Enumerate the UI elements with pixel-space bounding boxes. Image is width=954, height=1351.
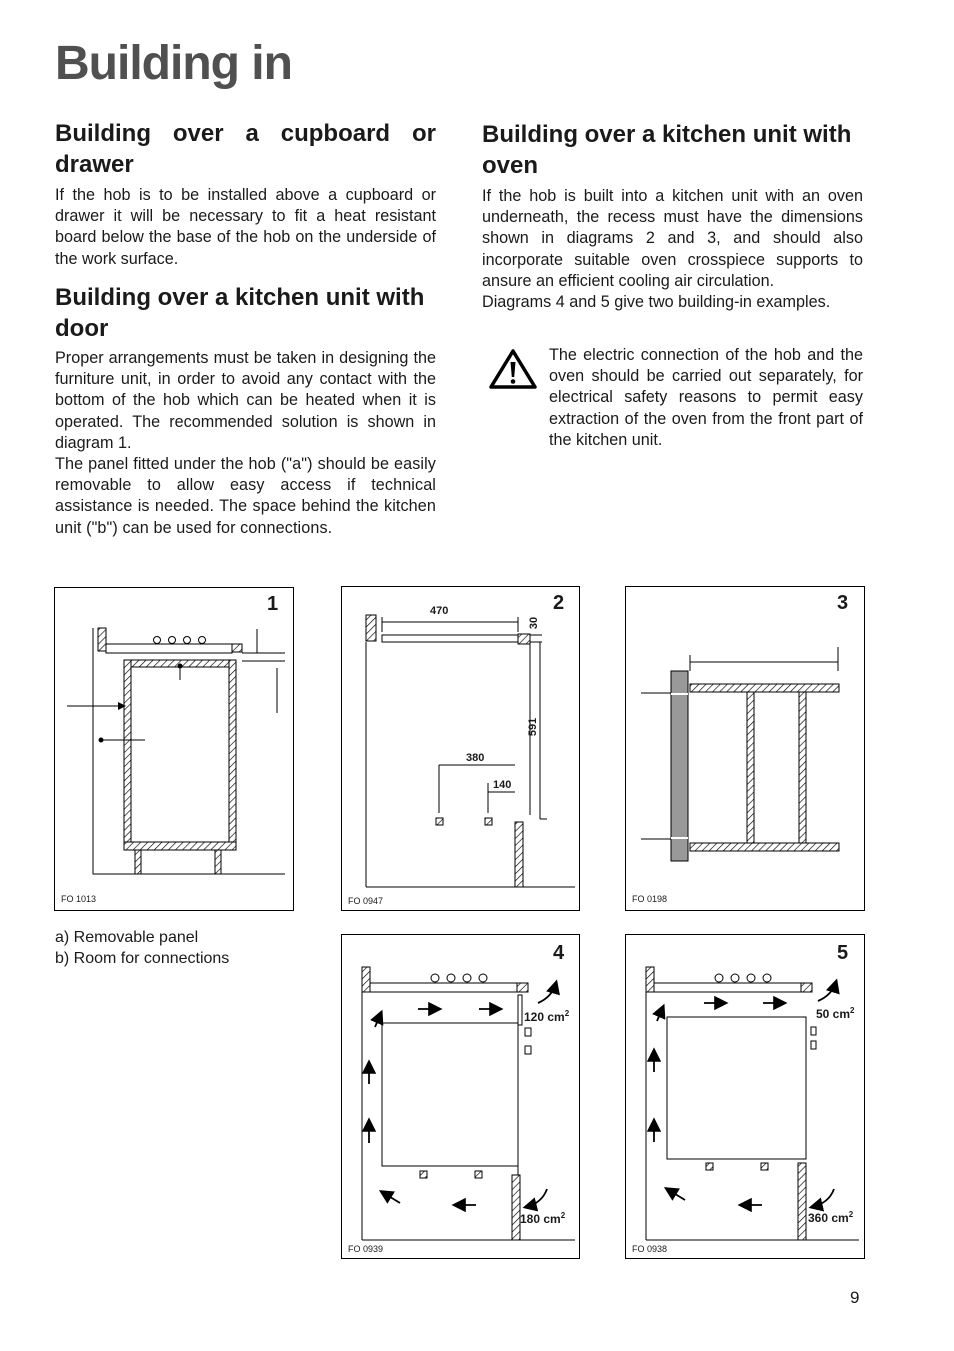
figure-1-legend <box>55 927 229 969</box>
figure-3-number: 3 <box>837 592 849 614</box>
legend-item-b: b) Room for connections <box>55 950 230 967</box>
legend-item-a: a) Removable panel <box>55 929 199 946</box>
warning-text: The electric connection of the hob and the oven should be carried out separately, for electrical safety reasons to permit easy extraction of the oven from the front part of the kitchen unit. <box>549 346 863 449</box>
oven-text-2: Diagrams 4 and 5 give two building-in examples. <box>482 293 831 311</box>
heading-door: Building over a kitchen unit with door <box>55 284 425 342</box>
figure-3 <box>625 586 865 911</box>
page-title: Building in <box>55 37 292 90</box>
page-number: 9 <box>850 1288 860 1307</box>
oven-text-1: If the hob is built into a kitchen unit with an oven underneath, the recess must have the dimensions shown in diagrams 2 and 3, and should also incorporate suitable oven crosspiece supports to ansure an efficient cooling air circulation. <box>482 187 863 290</box>
figure-4-bottom-area: 180 $cm^2$ <box>520 1211 566 1226</box>
dim-depth: 30 <box>528 616 541 630</box>
dim-inner: 380 <box>466 752 485 764</box>
cupboard-text: If the hob is to be installed above a cupboard or drawer it will be necessary to fit a heat resistant board below the base of the hob on the underside of the work surface. <box>55 186 436 268</box>
figure-2-number: 2 <box>553 592 565 614</box>
figure-5 <box>625 934 865 1259</box>
figure-5-bottom-area: 360 $cm^2$ <box>808 1210 854 1225</box>
figure-4-number: 4 <box>553 942 565 964</box>
figure-2-code: FO 0947 <box>348 896 384 906</box>
figure-4 <box>341 934 580 1259</box>
figure-5-code: FO 0938 <box>632 1244 668 1254</box>
heading-cupboard: Building over a cupboard or drawer <box>55 120 436 178</box>
figure-1 <box>54 587 294 911</box>
dim-width: 470 <box>430 605 449 617</box>
figure-5-top-area: 50 $cm^2$ <box>816 1006 855 1021</box>
figure-3-code: FO 0198 <box>632 894 668 904</box>
door-text-2: The panel fitted under the hob ("a") should be easily removable to allow easy access if technical assistance is needed. The space behind the kitchen unit ("b") can be used for connections. <box>55 455 436 537</box>
warning-triangle-icon <box>488 348 538 390</box>
figure-4-code: FO 0939 <box>348 1244 384 1254</box>
dim-offset: 140 <box>493 779 512 791</box>
figure-1-number: 1 <box>267 593 279 615</box>
door-text-1: Proper arrangements must be taken in designing the furniture unit, in order to avoid any contact with the bottom of the hob which can be heated when it is operated. The recommended solution is shown in diagram 1. <box>55 349 436 452</box>
heading-oven: Building over a kitchen unit with oven <box>482 121 852 179</box>
figure-5-number: 5 <box>837 942 849 964</box>
figure-4-top-area: 120 $cm^2$ <box>524 1009 570 1024</box>
dim-height: 591 <box>527 717 540 737</box>
figure-1-code: FO 1013 <box>61 894 97 904</box>
figure-2 <box>341 586 580 911</box>
